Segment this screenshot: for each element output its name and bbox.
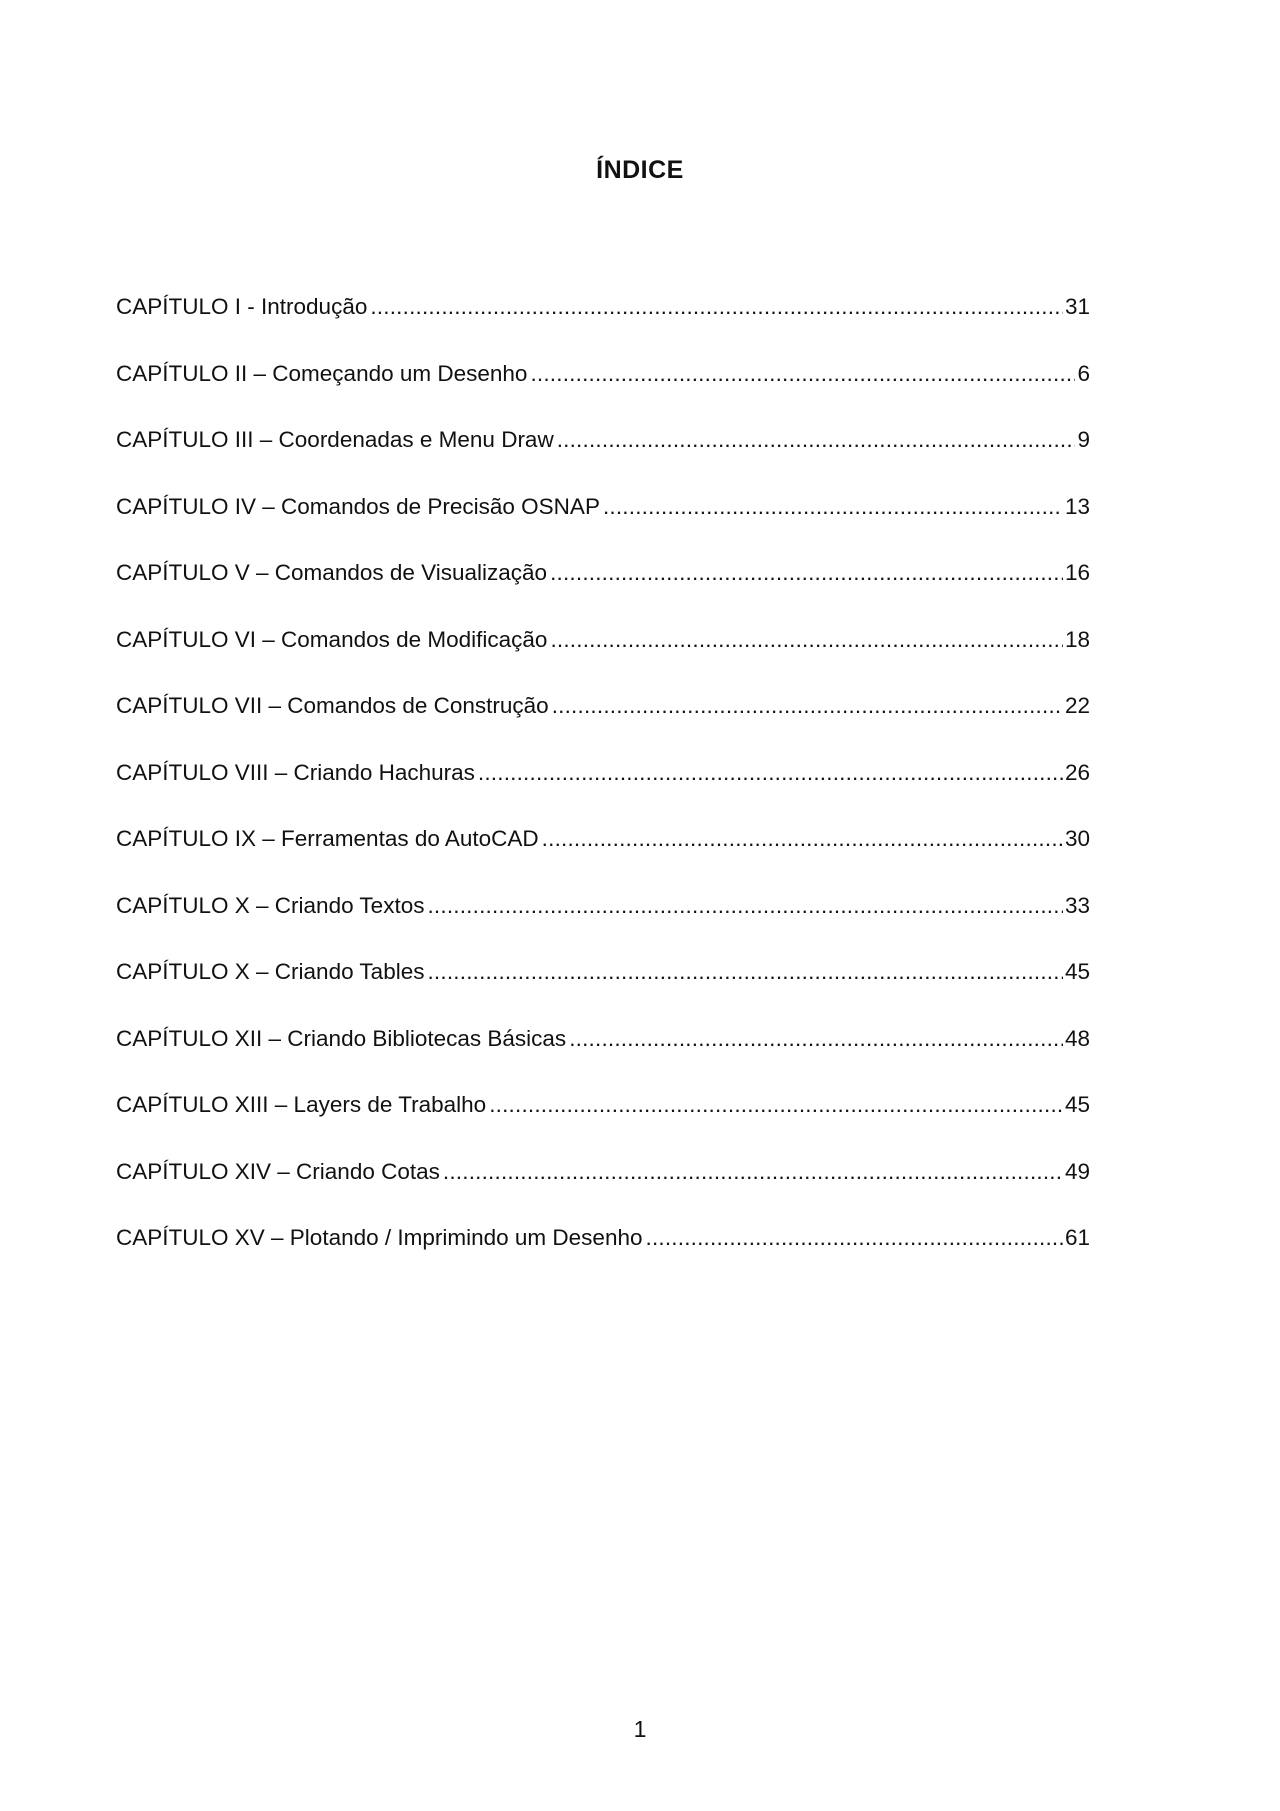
toc-entry-page: 16 xyxy=(1064,560,1090,585)
toc-entry-label: CAPÍTULO I - Introdução xyxy=(116,294,368,319)
toc-entry[interactable] xyxy=(116,1088,1090,1155)
toc-entry-page: 13 xyxy=(1064,493,1090,519)
toc-entry-page: 18 xyxy=(1064,626,1090,652)
toc-dot-leader xyxy=(530,357,1075,391)
toc-entry-page: 48 xyxy=(1064,1025,1090,1051)
toc-dot-leader xyxy=(478,756,1063,790)
toc-entry[interactable] xyxy=(116,490,1090,557)
toc-entry-page: 61 xyxy=(1064,1225,1090,1250)
toc-entry[interactable] xyxy=(116,556,1090,623)
toc-entry-label: CAPÍTULO II – Começando um Desenho xyxy=(116,360,528,386)
toc-entry-label: CAPÍTULO X – Criando Textos xyxy=(116,892,425,918)
toc-entry[interactable] xyxy=(116,423,1090,490)
toc-entry-label: CAPÍTULO IV – Comandos de Precisão OSNAP xyxy=(116,493,600,519)
toc-dot-leader xyxy=(550,623,1063,657)
table-of-contents xyxy=(116,290,1090,1288)
toc-entry-page: 45 xyxy=(1064,1092,1090,1117)
toc-entry[interactable] xyxy=(116,1221,1090,1288)
toc-entry-page: 26 xyxy=(1064,759,1090,785)
toc-entry[interactable] xyxy=(116,955,1090,1022)
toc-dot-leader xyxy=(370,290,1063,324)
toc-dot-leader xyxy=(646,1221,1063,1255)
toc-entry-label: CAPÍTULO VII – Comandos de Construção xyxy=(116,693,549,718)
toc-entry-label: CAPÍTULO XIV – Criando Cotas xyxy=(116,1158,440,1184)
toc-entry[interactable] xyxy=(116,756,1090,823)
toc-entry[interactable] xyxy=(116,1022,1090,1089)
toc-entry-label: CAPÍTULO X – Criando Tables xyxy=(116,959,425,984)
toc-entry-label: CAPÍTULO VIII – Criando Hachuras xyxy=(116,759,475,785)
toc-entry-page: 22 xyxy=(1064,693,1090,718)
toc-entry[interactable] xyxy=(116,357,1090,424)
toc-entry-page: 33 xyxy=(1064,892,1090,918)
toc-entry-label: CAPÍTULO III – Coordenadas e Menu Draw xyxy=(116,427,554,452)
toc-entry-label: CAPÍTULO XV – Plotando / Imprimindo um Desenho xyxy=(116,1225,643,1250)
toc-dot-leader xyxy=(550,556,1063,590)
toc-dot-leader xyxy=(489,1088,1063,1122)
toc-entry-page: 30 xyxy=(1064,826,1090,851)
toc-dot-leader xyxy=(542,822,1063,856)
toc-entry-label: CAPÍTULO V – Comandos de Visualização xyxy=(116,560,548,585)
toc-dot-leader xyxy=(427,889,1063,923)
toc-entry-page: 45 xyxy=(1064,959,1090,984)
toc-entry[interactable] xyxy=(116,623,1090,690)
toc-entry[interactable] xyxy=(116,889,1090,956)
toc-dot-leader xyxy=(427,955,1062,989)
toc-entry-page: 31 xyxy=(1064,294,1090,319)
toc-entry-label: CAPÍTULO XIII – Layers de Trabalho xyxy=(116,1092,487,1117)
toc-entry-label: CAPÍTULO XII – Criando Bibliotecas Básicas xyxy=(116,1025,567,1051)
toc-entry-page: 49 xyxy=(1064,1158,1090,1184)
page-title: ÍNDICE xyxy=(596,156,684,184)
toc-entry-page: 6 xyxy=(1077,360,1090,386)
toc-dot-leader xyxy=(552,689,1063,723)
page-number: 1 xyxy=(633,1716,647,1742)
toc-entry[interactable] xyxy=(116,689,1090,756)
toc-entry-page: 9 xyxy=(1077,427,1090,452)
toc-dot-leader xyxy=(569,1022,1063,1056)
toc-entry[interactable] xyxy=(116,1155,1090,1222)
toc-dot-leader xyxy=(443,1155,1063,1189)
toc-entry-label: CAPÍTULO VI – Comandos de Modificação xyxy=(116,626,548,652)
toc-entry[interactable] xyxy=(116,290,1090,357)
toc-entry-label: CAPÍTULO IX – Ferramentas do AutoCAD xyxy=(116,826,539,851)
toc-dot-leader xyxy=(603,490,1063,524)
toc-entry[interactable] xyxy=(116,822,1090,889)
toc-dot-leader xyxy=(557,423,1076,457)
